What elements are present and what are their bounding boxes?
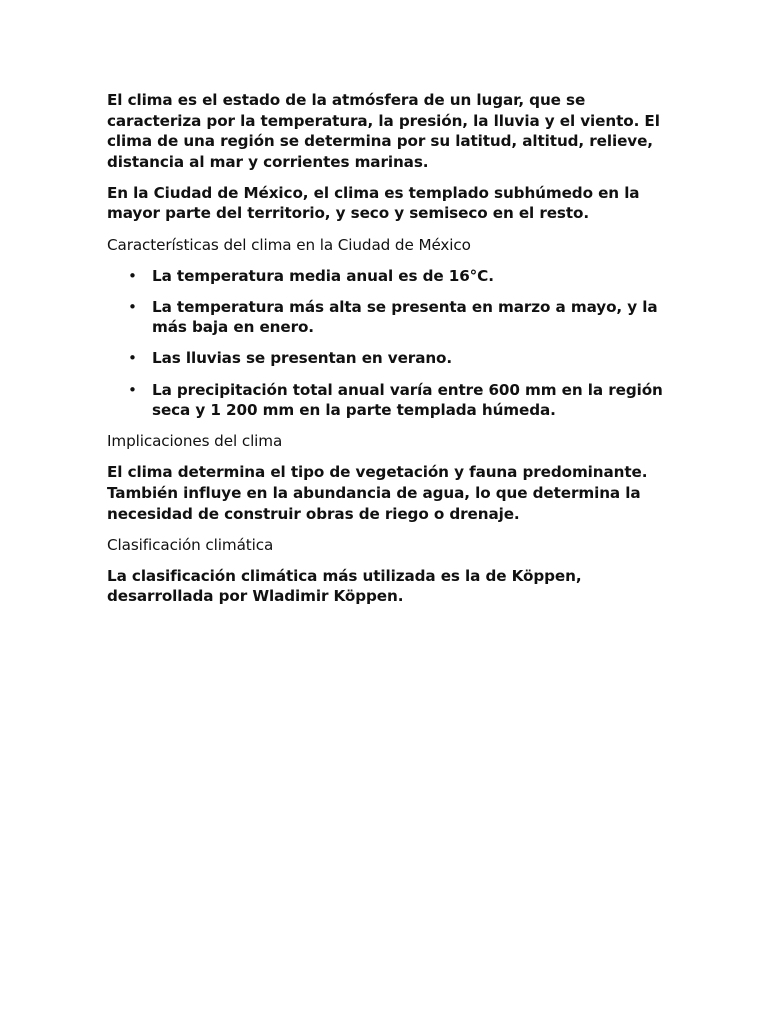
list-item: [107, 348, 667, 369]
document-page: [107, 90, 667, 617]
implications-paragraph: El clima determina el tipo de vegetación y fauna predominante. También influye en la abundancia de agua, lo que determina la necesidad de construir obras de riego o drenaje.: [107, 463, 648, 523]
bullet-icon: •: [128, 349, 137, 368]
list-item: [107, 380, 667, 421]
list-item-text: La temperatura media anual es de 16°C.: [152, 266, 494, 285]
list-item: [107, 266, 667, 287]
cdmx-climate-paragraph: En la Ciudad de México, el clima es templado subhúmedo en la mayor parte del territorio, y seco y semiseco en el resto.: [107, 183, 640, 223]
list-item-text: La precipitación total anual varía entre 600 mm en la región seca y 1 200 mm en la parte templada húmeda.: [152, 380, 663, 420]
bullet-icon: •: [128, 266, 137, 285]
classification-paragraph: La clasificación climática más utilizada es la de Köppen, desarrollada por Wladimir Köppen.: [107, 566, 582, 606]
bullet-icon: •: [128, 297, 137, 316]
list-item: [107, 297, 667, 338]
list-item-text: Las lluvias se presentan en verano.: [152, 349, 453, 368]
list-item-text: La temperatura más alta se presenta en marzo a mayo, y la más baja en enero.: [152, 297, 658, 337]
characteristics-heading: Características del clima en la Ciudad de México: [107, 235, 471, 254]
intro-paragraph: El clima es el estado de la atmósfera de un lugar, que se caracteriza por la temperatura, la presión, la lluvia y el viento. El clima de una región se determina por su latitud, altitud, relieve, distancia al mar y corrientes marinas.: [107, 91, 660, 171]
implications-heading: Implicaciones del clima: [107, 432, 283, 451]
bullet-icon: •: [128, 380, 137, 399]
characteristics-list: [107, 266, 667, 421]
classification-heading: Clasificación climática: [107, 535, 274, 554]
